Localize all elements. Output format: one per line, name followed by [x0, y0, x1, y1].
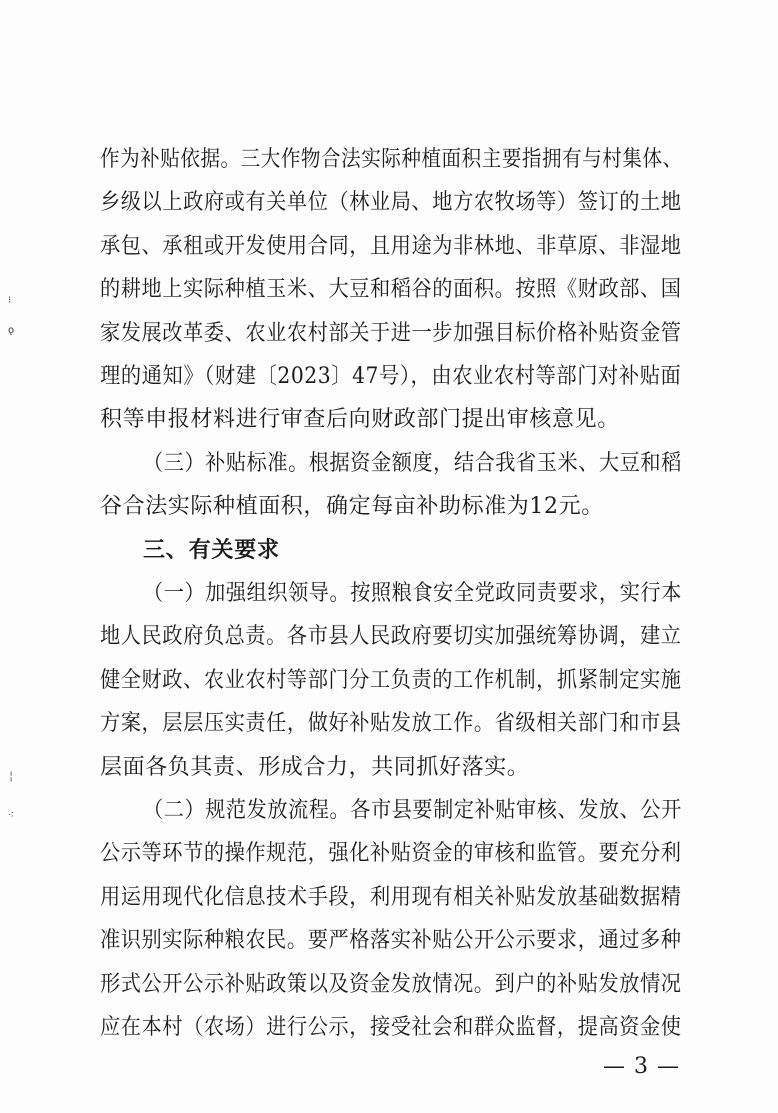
body-line: 应在本村（农场）进行公示，接受社会和群众监督，提高资金使 — [100, 1015, 682, 1040]
paragraph-start-line: （三）补贴标准。根据资金额度，结合我省玉米、大豆和稻 — [143, 451, 682, 476]
body-line: 层面各负其责、形成合力，共同抓好落实。 — [100, 755, 530, 780]
paragraph-start-line: （一）加强组织领导。按照粮食安全党政同责要求，实行本 — [143, 581, 682, 606]
body-line: 乡级以上政府或有关单位（林业局、地方农牧场等）签订的土地 — [100, 190, 682, 215]
binding-hole-mark: ⁖ — [8, 810, 14, 821]
body-line: 家发展改革委、农业农村部关于进一步加强目标价格补贴资金管 — [100, 321, 682, 346]
body-line: 健全财政、农业农村等部门分工负责的工作机制，抓紧制定实施 — [100, 668, 682, 693]
body-line: 用运用现代化信息技术手段，利用现有相关补贴发放基础数据精 — [100, 885, 682, 910]
body-line: 方案，层层压实责任，做好补贴发放工作。省级相关部门和市县 — [100, 711, 682, 736]
body-line: 积等申报材料进行审查后向财政部门提出审核意见。 — [100, 407, 620, 432]
body-line: 谷合法实际种植面积，确定每亩补助标准为12元。 — [100, 494, 604, 519]
body-line: 理的通知》（财建〔2023〕47号），由农业农村等部门对补贴面 — [100, 364, 682, 389]
page-number: — 3 — — [603, 1054, 680, 1079]
body-line: 公示等环节的操作规范，强化补贴资金的审核和监管。要充分利 — [100, 841, 682, 866]
body-line: 作为补贴依据。三大作物合法实际种植面积主要指拥有与村集体、 — [100, 147, 683, 172]
body-line: 地人民政府负总责。各市县人民政府要切实加强统筹协调，建立 — [100, 624, 682, 649]
binding-hole-mark: ǫ — [8, 325, 15, 336]
body-line: 承包、承租或开发使用合同，且用途为非林地、非草原、非湿地 — [100, 234, 682, 259]
binding-hole-mark: ⁝ — [8, 295, 12, 306]
body-line: 准识别实际种粮农民。要严格落实补贴公开公示要求，通过多种 — [100, 928, 682, 953]
body-line: 的耕地上实际种植玉米、大豆和稻谷的面积。按照《财政部、国 — [100, 277, 682, 302]
paragraph-start-line: （二）规范发放流程。各市县要制定补贴审核、发放、公开 — [143, 798, 682, 823]
binding-hole-mark: ╎ — [8, 772, 15, 783]
body-line: 形式公开公示补贴政策以及资金发放情况。到户的补贴发放情况 — [100, 972, 682, 997]
section-heading: 三、有关要求 — [143, 538, 280, 563]
